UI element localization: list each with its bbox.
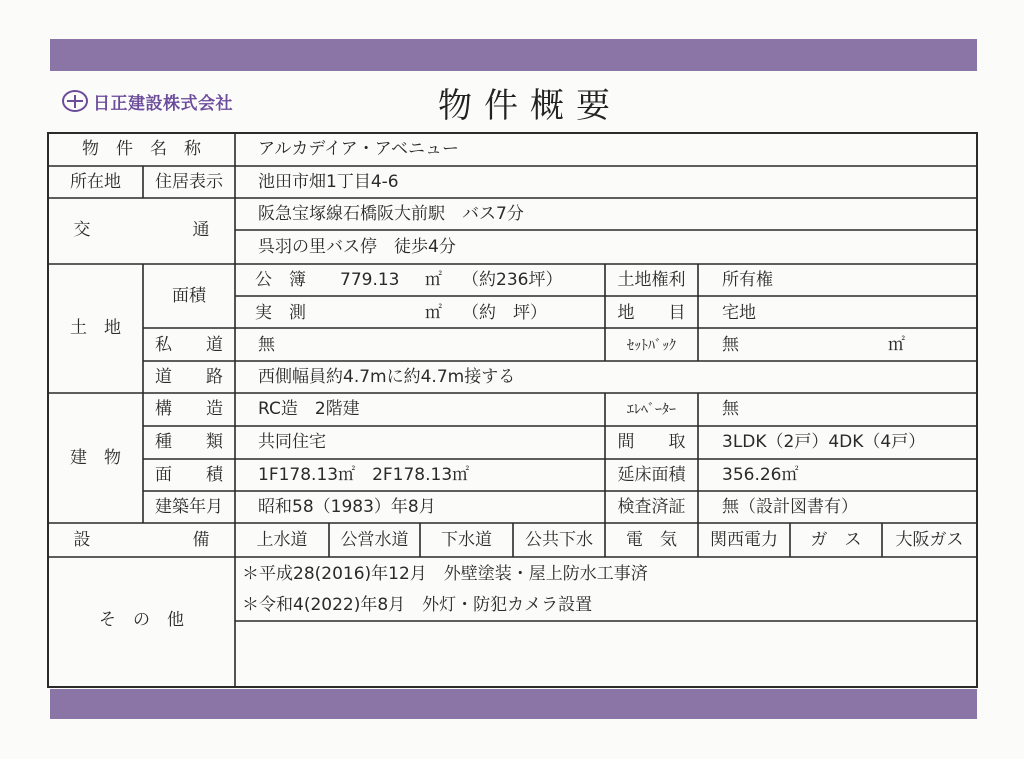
other-note-1: ＊平成28(2016)年12月 外壁塗装・屋上防水工事済 — [242, 564, 648, 584]
floor-area: 1F178.13㎡ 2F178.13㎡ — [258, 465, 470, 485]
access-line-2: 呉羽の里バス停 徒歩4分 — [258, 237, 456, 257]
label-other: そ の 他 — [99, 610, 184, 630]
land-category: 宅地 — [722, 303, 756, 323]
facility-item: 公共下水 — [525, 530, 593, 550]
page-title: 物件概要 — [438, 86, 622, 126]
private-road: 無 — [258, 335, 275, 355]
label-road: 道 路 — [155, 367, 223, 387]
label-floor-area: 面 積 — [155, 465, 223, 485]
facility-item: ガ ス — [810, 530, 862, 550]
facility-item: 電 気 — [626, 530, 677, 550]
structure: RC造 2階建 — [258, 399, 360, 419]
facility-item: 公営水道 — [340, 530, 409, 550]
label-land-rights: 土地権利 — [617, 270, 686, 290]
built: 昭和58（1983）年8月 — [258, 497, 436, 517]
label-structure: 構 造 — [155, 399, 223, 419]
label-elevator: ｴﾚﾍﾞｰﾀｰ — [627, 402, 676, 418]
access-line-1: 阪急宝塚線石橋阪大前駅 バス7分 — [258, 204, 524, 224]
facility-item: 下水道 — [441, 530, 492, 550]
label-inspection: 検査済証 — [617, 497, 686, 517]
label-building: 建 物 — [70, 448, 121, 468]
kobo-unit: ㎡ — [425, 270, 442, 290]
label-access: 交 通 — [73, 220, 210, 240]
label-kobo: 公 簿 — [255, 270, 306, 290]
facility-item: 上水道 — [256, 530, 308, 550]
other-note-2: ＊令和4(2022)年8月 外灯・防犯カメラ設置 — [242, 595, 593, 615]
label-address-display: 住居表示 — [155, 172, 223, 192]
company-name: 日正建設株式会社 — [93, 93, 233, 114]
jissoku-tsubo: （約 坪） — [462, 303, 547, 323]
setback: 無 — [722, 335, 739, 355]
property-name: アルカデイア・アベニュー — [258, 139, 459, 159]
label-setback: ｾｯﾄﾊﾞｯｸ — [627, 338, 676, 354]
label-land-category: 地 目 — [617, 303, 686, 323]
label-name: 物 件 名 称 — [82, 139, 201, 159]
label-area: 面積 — [172, 286, 206, 306]
elevator: 無 — [722, 399, 739, 419]
kobo-tsubo: （約236坪） — [462, 270, 563, 290]
label-facilities: 設 備 — [73, 530, 210, 550]
label-jissoku: 実 測 — [255, 303, 306, 323]
label-land: 土 地 — [70, 318, 121, 338]
jissoku-unit: ㎡ — [425, 303, 442, 323]
label-location: 所在地 — [70, 172, 121, 192]
inspection: 無（設計図書有） — [722, 497, 858, 517]
setback-unit: ㎡ — [888, 335, 905, 355]
label-layout: 間 取 — [617, 432, 686, 452]
building-type: 共同住宅 — [258, 432, 326, 452]
label-type: 種 類 — [155, 432, 223, 452]
road: 西側幅員約4.7mに約4.7m接する — [258, 367, 516, 387]
label-total-floor: 延床面積 — [617, 465, 686, 485]
land-rights: 所有権 — [722, 270, 773, 290]
facility-item: 大阪ガス — [895, 530, 964, 550]
total-floor: 356.26㎡ — [722, 465, 799, 485]
label-private-road: 私 道 — [155, 335, 223, 355]
layout: 3LDK（2戸）4DK（4戸） — [722, 432, 926, 452]
kobo-area: 779.13 — [340, 270, 400, 290]
label-built: 建築年月 — [155, 497, 223, 517]
property-address: 池田市畑1丁目4-6 — [258, 172, 399, 192]
facility-item: 関西電力 — [710, 530, 778, 550]
